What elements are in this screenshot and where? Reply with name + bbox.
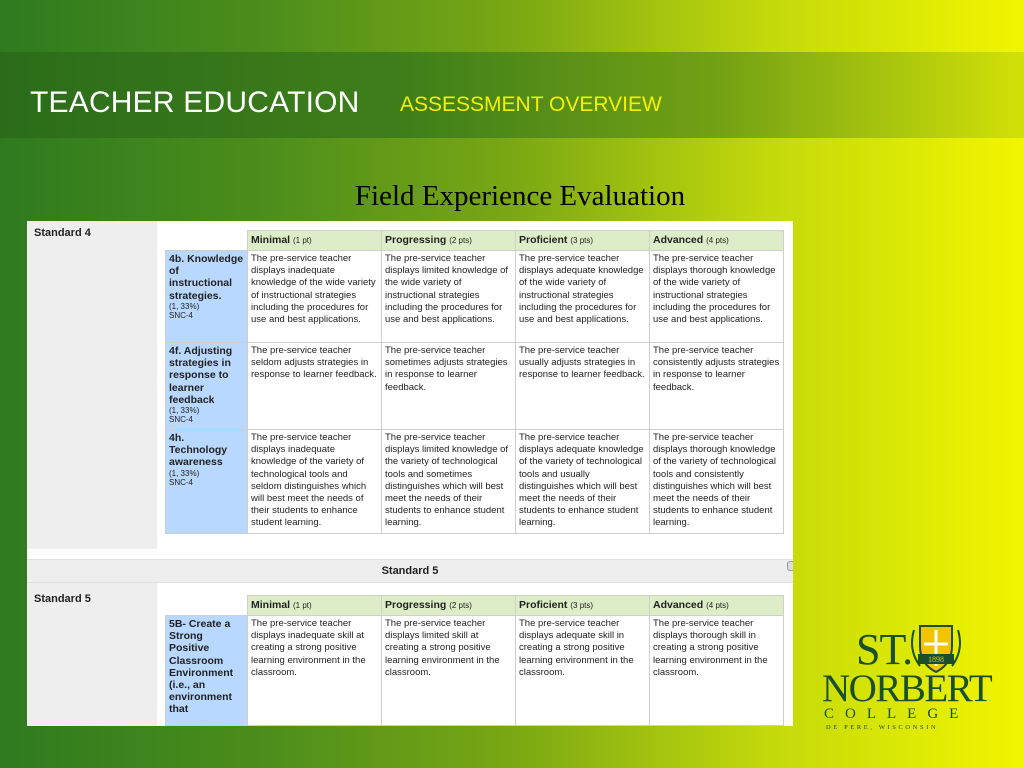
standard-5-sidebar [27, 583, 157, 726]
level-minimal-header: Minimal (1 pt) [248, 231, 382, 251]
standard-5-block [27, 583, 793, 726]
criterion-4h: 4h. Technology awareness (1, 33%) SNC-4 [166, 430, 248, 534]
logo-line-college: COLLEGE [824, 706, 970, 722]
table-row [166, 251, 784, 343]
logo-line-norbert: NORBERT [822, 667, 992, 710]
criterion-4b: 4b. Knowledge of instructional strategies. (1, 33%) SNC-4 [166, 251, 248, 343]
rubric-header-row [166, 231, 784, 251]
logo-year: 1898 [928, 655, 944, 664]
criterion-4f: 4f. Adjusting strategies in response to learner feedback (1, 33%) SNC-4 [166, 343, 248, 430]
standard-5-section-header: Standard 5 [27, 559, 793, 583]
section-gap [27, 551, 793, 559]
level-progressing-header: Progressing (2 pts) [382, 231, 516, 251]
rubric-cell: The pre-service teacher displays thorough knowledge of the wide variety of instructional strategies including the procedures for use and best applications. [650, 251, 784, 343]
level-advanced-header: Advanced (4 pts) [650, 596, 784, 616]
level-progressing-header: Progressing (2 pts) [382, 596, 516, 616]
standard-4-block [27, 221, 793, 551]
table-row [166, 430, 784, 534]
rubric-cell: The pre-service teacher consistently adjusts strategies in response to learner feedback. [650, 343, 784, 430]
logo-line-st: ST. [856, 625, 913, 674]
header-blank-cell [166, 596, 248, 616]
table-row [166, 343, 784, 430]
rubric-cell: The pre-service teacher usually adjusts strategies in response to learner feedback. [516, 343, 650, 430]
rubric-cell: The pre-service teacher displays inadequate knowledge of the variety of technological tools and seldom distinguishes which will best meet the needs of their students to enhance student learning. [248, 430, 382, 534]
standard-5-label: Standard 5 [34, 593, 91, 605]
rubric-cell: The pre-service teacher displays limited knowledge of the variety of technological tools and sometimes distinguishes which will best meet the needs of their students to enhance student learning. [382, 430, 516, 534]
rubric-cell: The pre-service teacher seldom adjusts strategies in response to learner feedback. [248, 343, 382, 430]
slide-heading: Field Experience Evaluation [354, 180, 686, 212]
rubric-header-row [166, 596, 784, 616]
rubric-cell: The pre-service teacher displays thorough skill in creating a strong positive learning environment in the classroom. [650, 616, 784, 726]
rubric-cell: The pre-service teacher displays adequate skill in creating a strong positive learning environment in the classroom. [516, 616, 650, 726]
level-proficient-header: Proficient (3 pts) [516, 231, 650, 251]
rubric-cell: The pre-service teacher displays adequate knowledge of the wide variety of instructional strategies including the procedures for use and best applications. [516, 251, 650, 343]
level-proficient-header: Proficient (3 pts) [516, 596, 650, 616]
logo-line-place: DE PERE, WISCONSIN [826, 724, 939, 731]
standard-4-sidebar [27, 221, 157, 549]
standard-4-rubric-table [165, 230, 784, 534]
rubric-cell: The pre-service teacher displays adequate knowledge of the variety of technological tools and usually distinguishes which will best meet the needs of their students to enhance student learning. [516, 430, 650, 534]
criterion-5b: 5B- Create a Strong Positive Classroom Environment (i.e., an environment that [166, 616, 248, 726]
rubric-screenshot [27, 221, 793, 726]
rubric-cell: The pre-service teacher sometimes adjusts strategies in response to learner feedback. [382, 343, 516, 430]
rubric-cell: The pre-service teacher displays thorough knowledge of the variety of technological tools and consistently distinguishes which will best meet the needs of their students to enhance student learning. [650, 430, 784, 534]
rubric-cell: The pre-service teacher displays inadequate skill at creating a strong positive learning environment in the classroom. [248, 616, 382, 726]
page-title: TEACHER EDUCATION [30, 86, 360, 119]
standard-4-label: Standard 4 [34, 227, 91, 239]
rubric-cell: The pre-service teacher displays limited skill at creating a strong positive learning environment in the classroom. [382, 616, 516, 726]
table-row [166, 616, 784, 726]
scrollbar-handle[interactable] [787, 561, 793, 571]
rubric-cell: The pre-service teacher displays limited knowledge of the wide variety of instructional strategies including the procedures for use and best applications. [382, 251, 516, 343]
rubric-cell: The pre-service teacher displays inadequate knowledge of the wide variety of instructional strategies including the procedures for use and best applications. [248, 251, 382, 343]
standard-5-rubric-table [165, 595, 784, 726]
level-minimal-header: Minimal (1 pt) [248, 596, 382, 616]
college-logo [820, 620, 992, 736]
header-blank-cell [166, 231, 248, 251]
level-advanced-header: Advanced (4 pts) [650, 231, 784, 251]
page-subtitle: ASSESSMENT OVERVIEW [400, 93, 662, 116]
